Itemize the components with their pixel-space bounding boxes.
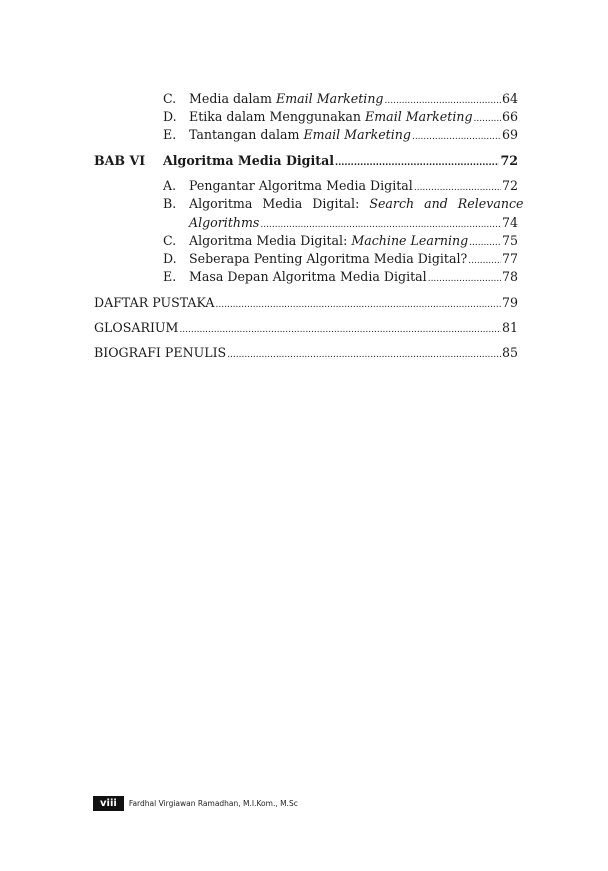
toc-entry-email-challenges[interactable]: [163, 126, 518, 146]
entry-page: 81: [501, 320, 518, 335]
dot-leader: [428, 268, 501, 288]
dot-leader: [385, 90, 501, 110]
entry-page: 79: [501, 295, 518, 310]
dot-leader: [412, 126, 501, 146]
entry-letter: D.: [163, 109, 177, 124]
entry-letter: D.: [163, 251, 177, 266]
dot-leader: [179, 319, 501, 339]
dot-leader: [469, 232, 501, 252]
entry-letter: B.: [163, 196, 177, 211]
toc-entry-search-relevance-cont[interactable]: [163, 214, 518, 234]
entry-title: Algoritma Media Digital: Machine Learning: [189, 233, 469, 248]
page-number-badge: viii: [93, 796, 124, 811]
entry-title: Etika dalam Menggunakan Email Marketing: [189, 109, 473, 124]
entry-title: Masa Depan Algoritma Media Digital: [189, 269, 427, 284]
entry-page: 72: [501, 178, 518, 193]
dot-leader: [227, 344, 501, 364]
dot-leader: [414, 177, 501, 197]
entry-letter: E.: [163, 269, 177, 284]
entry-page: 69: [501, 127, 518, 142]
entry-page: 66: [501, 109, 518, 124]
chapter-page: 72: [500, 153, 518, 168]
entry-title: Seberapa Penting Algoritma Media Digital?: [189, 251, 468, 266]
toc-chapter-bab-vi[interactable]: [94, 152, 518, 172]
toc-entry-future[interactable]: [163, 268, 518, 288]
dot-leader: [474, 108, 501, 128]
entry-title-line2: Algorithms: [189, 215, 260, 230]
entry-page: 74: [501, 215, 518, 230]
entry-title: Pengantar Algoritma Media Digital: [189, 178, 413, 193]
toc-entry-importance[interactable]: [163, 250, 518, 270]
author-name: Fardhal Virgiawan Ramadhan, M.I.Kom., M.Sc: [128, 799, 298, 808]
entry-page: 85: [501, 345, 518, 360]
toc-entry-machine-learning[interactable]: [163, 232, 518, 252]
entry-title: Media dalam Email Marketing: [189, 91, 384, 106]
dot-leader: [468, 250, 501, 270]
dot-leader: [216, 294, 501, 314]
toc-entry-email-ethics[interactable]: [163, 108, 518, 128]
entry-title: BIOGRAFI PENULIS: [94, 345, 227, 360]
entry-title: Tantangan dalam Email Marketing: [189, 127, 411, 142]
entry-letter: C.: [163, 233, 177, 248]
entry-letter: C.: [163, 91, 177, 106]
entry-letter: E.: [163, 127, 177, 142]
dot-leader: [335, 152, 499, 172]
chapter-label: BAB VI: [94, 153, 146, 168]
entry-title-line1: Algoritma Media Digital: Search and Relevance: [189, 196, 524, 211]
toc-entry-email-media[interactable]: [163, 90, 518, 110]
page-footer: [93, 796, 298, 811]
toc-entry-daftar-pustaka[interactable]: [94, 294, 518, 314]
entry-page: 77: [501, 251, 518, 266]
entry-page: 78: [501, 269, 518, 284]
entry-page: 75: [501, 233, 518, 248]
toc-entry-intro-algorithm[interactable]: [163, 177, 518, 197]
entry-title: DAFTAR PUSTAKA: [94, 295, 215, 310]
dot-leader: [260, 214, 501, 234]
toc-entry-glosarium[interactable]: [94, 319, 518, 339]
entry-page: 64: [501, 91, 518, 106]
entry-title: GLOSARIUM: [94, 320, 179, 335]
entry-letter: A.: [163, 178, 177, 193]
chapter-title: Algoritma Media Digital: [163, 153, 335, 168]
toc-entry-search-relevance[interactable]: [163, 195, 524, 213]
toc-entry-biografi[interactable]: [94, 344, 518, 364]
